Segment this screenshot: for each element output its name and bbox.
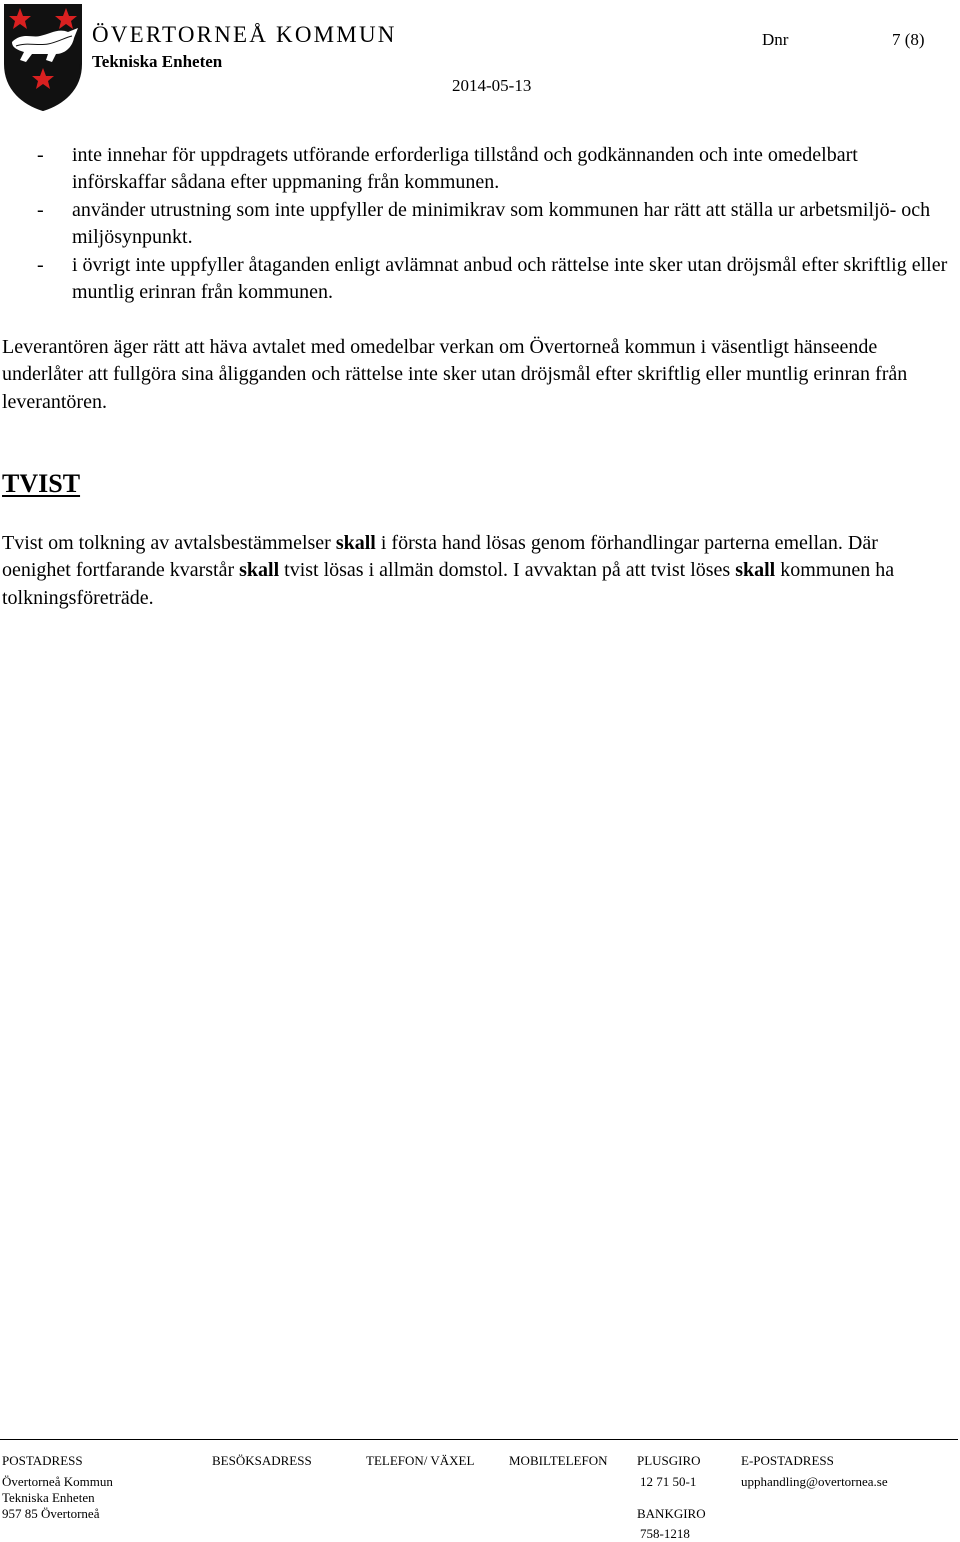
text-run: kommunen ha tolkningsföreträde.: [2, 559, 895, 609]
document-date: 2014-05-13: [452, 76, 532, 95]
org-unit: Tekniska Enheten: [92, 52, 223, 71]
footer-header-mobil: MOBILTELEFON: [509, 1453, 608, 1468]
footer-bankgiro-value: 758-1218: [640, 1526, 690, 1541]
list-dash: -: [37, 144, 44, 166]
dnr-label: Dnr: [762, 30, 789, 49]
page-number: 7 (8): [892, 30, 925, 49]
coat-of-arms-icon: [2, 2, 84, 112]
footer-header-besoksadress: BESÖKSADRESS: [212, 1453, 312, 1468]
footer-header-plusgiro: PLUSGIRO: [637, 1453, 701, 1468]
text-run: Tvist om tolkning av avtalsbestämmelser: [2, 532, 336, 554]
org-name: ÖVERTORNEÅ KOMMUN: [92, 22, 397, 47]
section-heading: TVIST: [2, 469, 81, 498]
bold-run: skall: [239, 559, 280, 582]
footer-email-link[interactable]: upphandling@overtornea.se: [741, 1474, 888, 1489]
footer-header-postadress: POSTADRESS: [2, 1453, 83, 1468]
footer-postadress-line: Tekniska Enheten: [2, 1490, 95, 1505]
list-dash: -: [37, 198, 44, 221]
dispute-paragraph: [2, 530, 947, 612]
list-item: [37, 142, 952, 197]
bold-run: skall: [335, 532, 376, 554]
list-item: [37, 252, 952, 307]
text-run: tvist lösas i allmän domstol. I avvaktan på att tvist löses: [279, 559, 736, 582]
list-dash: -: [37, 253, 44, 276]
bold-run: skall: [735, 559, 776, 582]
list-item-text: i övrigt inte uppfyller åtaganden enligt avlämnat anbud och rättelse inte sker utan dröjsmål efter skriftlig eller muntlig erinran från kommunen.: [72, 253, 948, 304]
list-item-text: använder utrustning som inte uppfyller de minimikrav som kommunen har rätt att ställa ur arbetsmiljö- och miljösynpunkt.: [72, 198, 931, 249]
footer-postadress-line: Övertorneå Kommun: [2, 1474, 113, 1489]
footer-postadress-line: 957 85 Övertorneå: [2, 1506, 100, 1521]
list-item-text: inte innehar för uppdragets utförande erforderliga tillstånd och godkännanden och inte omedelbart införskaffar sådana efter uppmaning från kommunen.: [72, 144, 858, 194]
footer-plusgiro-value: 12 71 50-1: [640, 1474, 697, 1489]
footer-divider: [0, 1439, 958, 1440]
list-item: [37, 197, 952, 252]
footer-header-epost: E-POSTADRESS: [741, 1453, 834, 1468]
footer-bankgiro-label: BANKGIRO: [637, 1506, 706, 1521]
text-run: i första hand lösas genom förhandlingar parterna emellan. Där oenighet fortfarande kvarstår: [2, 532, 878, 582]
termination-paragraph: Leverantören äger rätt att häva avtalet med omedelbar verkan om Övertorneå kommun i väsentligt hänseende underlåter att fullgöra sina åligganden och rättelse inte sker utan dröjsmål efter skriftlig eller muntlig erinran från leverantören.: [2, 336, 908, 413]
footer-header-telefon: TELEFON/ VÄXEL: [366, 1453, 475, 1468]
condition-list: [37, 142, 952, 306]
